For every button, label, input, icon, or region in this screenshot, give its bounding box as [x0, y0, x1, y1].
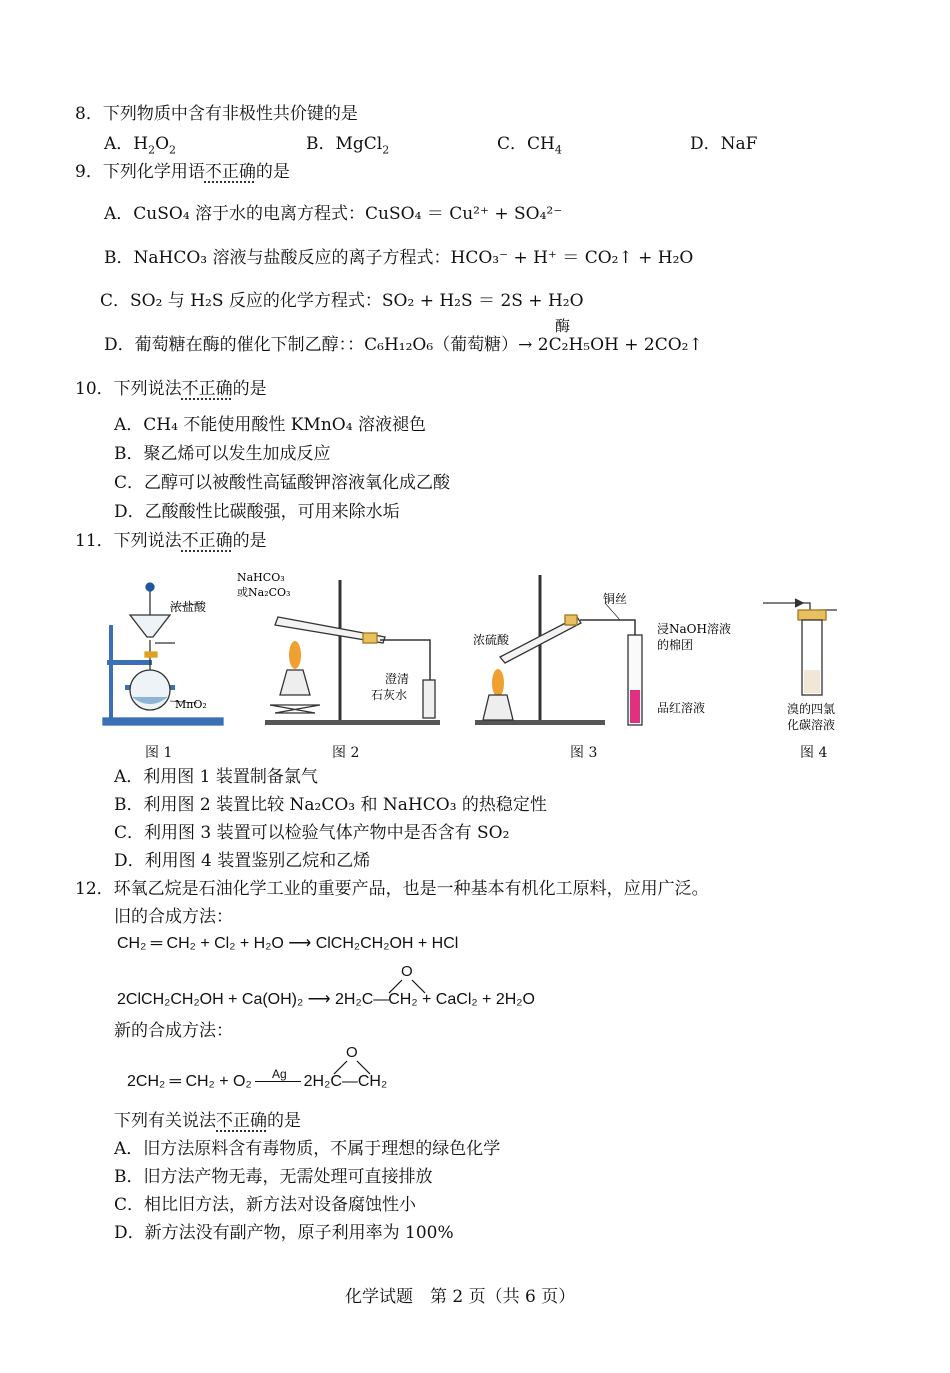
q12-eq3-oxygen: O [346, 1044, 358, 1061]
q9-option-c: C．SO₂ 与 H₂S 反应的化学方程式：SO₂ + H₂S ＝ 2S + H₂O [100, 291, 584, 311]
figure-4-apparatus [763, 599, 837, 695]
fig4-label-1: 溴的四氯 [787, 702, 836, 716]
fig3-label-magenta: 品红溶液 [657, 701, 706, 715]
q8-stem: 8．下列物质中含有非极性共价键的是 [75, 104, 358, 124]
apparatus-figures [95, 565, 855, 740]
q8-option-d: D．NaF [690, 134, 758, 154]
fig1-label-mno2: MnO₂ [175, 698, 207, 711]
fig3-label-copper: 铜丝 [603, 592, 628, 606]
q12-equation-3: 2CH₂ ═ CH₂ + O₂ 2H₂C—CH₂ [127, 1073, 388, 1090]
fig2-label-nahco3: NaHCO₃ [237, 571, 285, 584]
fig4-label-2: 化碳溶液 [787, 718, 836, 732]
figure-2-apparatus [265, 580, 440, 725]
q9-option-d: D．葡萄糖在酶的催化下制乙醇：：C₆H₁₂O₆（葡萄糖）→ 2C₂H₅OH + 2CO₂↑ [104, 335, 703, 355]
q10-option-a: A．CH₄ 不能使用酸性 KMnO₄ 溶液褪色 [114, 415, 426, 435]
q12-eq2-oxygen: O [401, 963, 413, 980]
q12-equation-2: 2ClCH₂CH₂OH + Ca(OH)₂ ⟶ 2H₂C—CH₂ + CaCl₂ + 2H₂O [117, 991, 535, 1008]
q10-option-d: D．乙酸酸性比碳酸强，可用来除水垢 [114, 502, 400, 522]
q8-option-c: C．$CH_4$ [497, 134, 562, 157]
q9-option-a: A．CuSO₄ 溶于水的电离方程式：CuSO₄ ＝ Cu²⁺ + SO₄²⁻ [104, 204, 563, 224]
figure-2-caption: 图 2 [332, 745, 360, 761]
q12-eq3-catalyst: Ag [272, 1067, 287, 1081]
fig3-label-naoh-1: 浸NaOH溶液 [657, 622, 731, 636]
q11-option-a: A．利用图 1 装置制备氯气 [114, 767, 318, 787]
q11-option-c: C．利用图 3 装置可以检验气体产物中是否含有 SO₂ [114, 823, 510, 843]
page-footer: 化学试题 第 2 页（共 6 页） [345, 1287, 576, 1307]
q11-option-b: B．利用图 2 装置比较 Na₂CO₃ 和 NaHCO₃ 的热稳定性 [114, 795, 547, 815]
q11-stem: 11．下列说法不正确的是 [75, 531, 267, 551]
q12-stem: 12．环氧乙烷是石油化学工业的重要产品，也是一种基本有机化工原料，应用广泛。 [75, 879, 709, 899]
figure-1-caption: 图 1 [145, 745, 173, 761]
q8-option-a: A．$H_2O_2$ [104, 134, 177, 157]
q12-option-c: C．相比旧方法，新方法对设备腐蚀性小 [114, 1195, 417, 1215]
q11-option-d: D．利用图 4 装置鉴别乙烷和乙烯 [114, 851, 371, 871]
fig1-label-hcl: 浓盐酸 [170, 600, 207, 614]
q12-equation-1: CH₂ ═ CH₂ + Cl₂ + H₂O ⟶ ClCH₂CH₂OH + HCl [117, 935, 459, 952]
fig3-label-h2so4: 浓硫酸 [473, 633, 510, 647]
q9-option-b: B．NaHCO₃ 溶液与盐酸反应的离子方程式：HCO₃⁻ + H⁺ ＝ CO₂↑ + H₂O [104, 248, 694, 268]
q10-stem: 10．下列说法不正确的是 [75, 379, 267, 399]
q8-option-b: B．MgCl$_2$ [306, 134, 390, 157]
q12-option-b: B．旧方法产物无毒，无需处理可直接排放 [114, 1167, 433, 1187]
q9-d-condition: 酶 [555, 317, 571, 335]
fig2-label-na2co3: 或Na₂CO₃ [237, 586, 291, 599]
q10-option-c: C．乙醇可以被酸性高锰酸钾溶液氧化成乙酸 [114, 473, 451, 493]
figure-4-caption: 图 4 [800, 745, 828, 761]
q10-option-b: B．聚乙烯可以发生加成反应 [114, 444, 331, 464]
q12-question: 下列有关说法不正确的是 [114, 1111, 301, 1131]
fig2-label-limewater-1: 澄清 [385, 672, 410, 686]
q12-option-a: A．旧方法原料含有毒物质，不属于理想的绿色化学 [114, 1139, 501, 1159]
fig2-label-limewater-2: 石灰水 [371, 688, 408, 702]
q9-stem: 9．下列化学用语不正确的是 [75, 162, 290, 182]
figure-3-caption: 图 3 [570, 745, 598, 761]
q12-option-d: D．新方法没有副产物，原子利用率为 100% [114, 1223, 454, 1243]
fig3-label-naoh-2: 的棉团 [657, 638, 694, 652]
q12-new-method-label: 新的合成方法： [114, 1021, 233, 1041]
q12-old-method-label: 旧的合成方法： [114, 907, 233, 927]
